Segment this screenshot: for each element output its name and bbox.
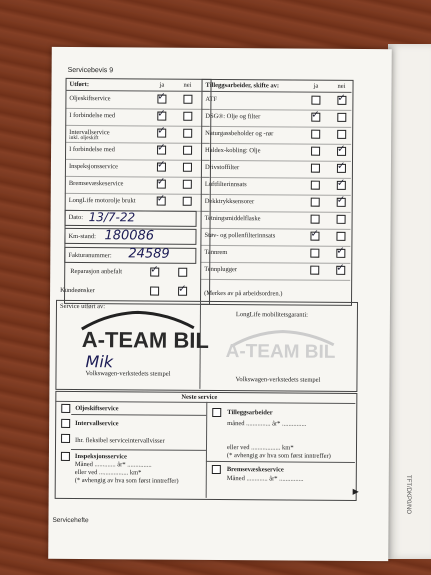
footer-label: Servicehefte [52, 516, 89, 525]
right-nei-checkbox[interactable] [337, 92, 346, 105]
left-row-label: Oljeskiftservice [69, 94, 111, 103]
check-mark-icon: ✓ [156, 176, 166, 188]
reparasjon-label: Reparasjon anbefalt [70, 267, 123, 276]
check-mark-icon: ✓ [337, 92, 346, 104]
right-ja-checkbox[interactable] [310, 249, 319, 258]
reparasjon-nei-checkbox[interactable] [178, 268, 187, 277]
page-title: Servicebevis 9 [67, 66, 114, 75]
left-nei-checkbox[interactable] [183, 95, 192, 104]
neste-inspeksjon-label: Inspeksjonsservice [74, 452, 127, 461]
neste-intervall-checkbox[interactable] [61, 419, 70, 428]
check-mark-icon: ✓ [156, 159, 166, 171]
dato-value: 13/7-22 [88, 210, 136, 225]
right-ja-checkbox[interactable] [311, 215, 320, 224]
merkes-note: (Merkes av på arbeidsordren.) [204, 289, 283, 298]
kundeonsker-nei-checkbox[interactable] [178, 283, 187, 296]
dato-label: Dato: [68, 213, 84, 222]
right-nei-checkbox[interactable] [337, 113, 346, 122]
check-mark-icon: ✓ [337, 143, 346, 155]
faded-stamp-logo: A-TEAM BIL [225, 341, 336, 363]
neste-intervall-label: Intervallservice [75, 419, 119, 428]
right-facing-page [388, 44, 431, 559]
check-mark-icon: ✓ [157, 108, 166, 120]
check-mark-icon: ✓ [156, 193, 166, 205]
stamp-caption-right: Volkswagen-verkstedets stempel [235, 376, 321, 384]
right-row-label: Luftfilterinnsats [204, 180, 247, 189]
neste-maned-line3: Måned ............. år* ............... [226, 475, 304, 483]
faktura-value: 24589 [128, 246, 170, 262]
left-ja-checkbox[interactable] [157, 142, 166, 155]
right-ja-checkbox[interactable] [310, 228, 319, 241]
left-nei-checkbox[interactable] [183, 197, 192, 206]
right-ja-checkbox[interactable] [310, 266, 319, 275]
right-row-label: Tetningsmiddelflaske [204, 214, 261, 223]
right-row-label: Tennplugger [204, 265, 238, 274]
right-row-label: ATF [205, 95, 218, 103]
faktura-label: Fakturanummer: [68, 251, 112, 260]
check-mark-icon: ✓ [310, 228, 319, 240]
left-row-label: Intervallservice [69, 128, 110, 137]
check-mark-icon: ✓ [311, 109, 320, 121]
check-mark-icon: ✓ [157, 91, 166, 103]
neste-tillegg-label: Tilleggsarbeider [227, 409, 273, 417]
check-mark-icon: ✓ [336, 194, 346, 206]
left-header-nei: nei [183, 81, 192, 89]
right-nei-checkbox[interactable] [337, 215, 346, 224]
left-row-sublabel: inkl. oljeskift [69, 134, 99, 142]
x-mark-icon: ✓ [178, 283, 187, 295]
stamp-caption-left: Volkswagen-verkstedets stempel [85, 370, 171, 378]
left-row-label: Inspeksjonsservice [68, 162, 119, 171]
right-nei-checkbox[interactable] [337, 130, 346, 139]
left-ja-checkbox[interactable] [157, 91, 166, 104]
neste-bremse-checkbox[interactable] [212, 465, 221, 474]
right-ja-checkbox[interactable] [311, 109, 320, 122]
neste-fleksibel-label: Ihr. fleksibel serviceintervallvisser [75, 436, 165, 445]
left-nei-checkbox[interactable] [183, 146, 192, 155]
neste-bremse-label: Bremsevæskeservice [226, 466, 284, 474]
neste-maned-line: Måned ............. år* ............... [74, 460, 152, 469]
stamp-logo: A-TEAM BIL [81, 327, 209, 353]
side-print-code: TFT/DKP0/NO [405, 474, 411, 514]
left-header-label: Utført: [69, 80, 90, 89]
kundeonsker-label: Kundeønsker [60, 286, 95, 295]
kundeonsker-ja-checkbox[interactable] [150, 287, 159, 296]
check-mark-icon: ✓ [336, 177, 346, 189]
left-row-label: Bremsevæskeservice [68, 179, 124, 188]
right-nei-checkbox[interactable] [336, 160, 346, 173]
check-mark-icon: ✓ [336, 262, 345, 274]
left-ja-checkbox[interactable] [156, 193, 166, 206]
reparasjon-ja-checkbox[interactable] [150, 264, 159, 277]
service-booklet-page [48, 47, 392, 561]
right-ja-checkbox[interactable] [311, 198, 320, 207]
service-utfort-av-label: Service utført av: [59, 302, 106, 311]
check-mark-icon: ✓ [157, 125, 166, 137]
left-ja-checkbox[interactable] [157, 125, 166, 138]
neste-service-title: Neste service [181, 393, 218, 401]
right-nei-checkbox[interactable] [336, 177, 346, 190]
right-row-label: Naturgassbeholder og -rør [205, 129, 274, 138]
left-ja-checkbox[interactable] [157, 108, 166, 121]
right-row-label: Drivstoffilter [204, 163, 240, 172]
left-nei-checkbox[interactable] [183, 112, 192, 121]
right-ja-checkbox[interactable] [311, 181, 320, 190]
right-nei-checkbox[interactable] [337, 143, 346, 156]
left-row-label: I forbindelse med [69, 111, 116, 120]
right-nei-checkbox[interactable] [336, 245, 345, 258]
neste-maned-line2: måned ............... år* ............... [227, 420, 307, 428]
right-ja-checkbox[interactable] [311, 147, 320, 156]
check-mark-icon: ✓ [157, 142, 166, 154]
check-mark-icon: ✓ [150, 264, 159, 276]
right-nei-checkbox[interactable] [336, 194, 346, 207]
left-nei-checkbox[interactable] [183, 180, 192, 189]
neste-avhengig-note2: (* avhengig av hva som først inntreffer) [226, 452, 331, 460]
neste-tillegg-checkbox[interactable] [212, 408, 221, 417]
neste-fleksibel-checkbox[interactable] [61, 434, 70, 443]
arrow-right-icon: ▶ [352, 486, 359, 496]
neste-avhengig-note: (* avhengig av hva som først inntreffer) [74, 476, 179, 485]
neste-eller-line2: eller ved .................. km* [226, 444, 294, 452]
right-row-label: Tannrem [204, 248, 228, 257]
check-mark-icon: ✓ [336, 160, 346, 172]
neste-inspeksjon-checkbox[interactable] [61, 452, 70, 461]
km-label: Km-stand: [68, 232, 96, 241]
right-row-label: Dekktrykksensorer [204, 197, 255, 206]
left-header-ja: ja [159, 81, 165, 89]
left-nei-checkbox[interactable] [183, 129, 192, 138]
right-header-label: Tilleggsarbeider, skifte av: [205, 81, 280, 90]
left-row-label: LongLife motorolje brukt [68, 196, 136, 205]
check-mark-icon: ✓ [336, 245, 345, 257]
longlife-garanti-label: LongLife mobilitetsgaranti: [235, 311, 308, 319]
right-header-nei: nei [337, 82, 346, 90]
left-ja-checkbox[interactable] [156, 176, 166, 189]
neste-oljeskift-label: Oljeskiftservice [75, 404, 119, 413]
left-ja-checkbox[interactable] [156, 159, 166, 172]
right-row-label: Støv- og pollenfilterinnsats [204, 231, 276, 240]
right-row-label: DSG®: Olje og filter [205, 112, 261, 121]
right-ja-checkbox[interactable] [311, 164, 320, 173]
left-nei-checkbox[interactable] [183, 163, 192, 172]
right-ja-checkbox[interactable] [311, 130, 320, 139]
left-row-label: I forbindelse med [69, 145, 115, 154]
km-value: 180086 [104, 228, 155, 244]
neste-eller-line: eller ved .................. km* [74, 468, 142, 477]
neste-oljeskift-checkbox[interactable] [61, 404, 70, 413]
right-row-label: Haldex-kobling: Olje [205, 146, 261, 155]
signature: Mik [85, 352, 114, 372]
right-ja-checkbox[interactable] [311, 96, 320, 105]
right-nei-checkbox[interactable] [336, 262, 345, 275]
right-nei-checkbox[interactable] [336, 232, 345, 241]
right-header-ja: ja [313, 82, 319, 90]
